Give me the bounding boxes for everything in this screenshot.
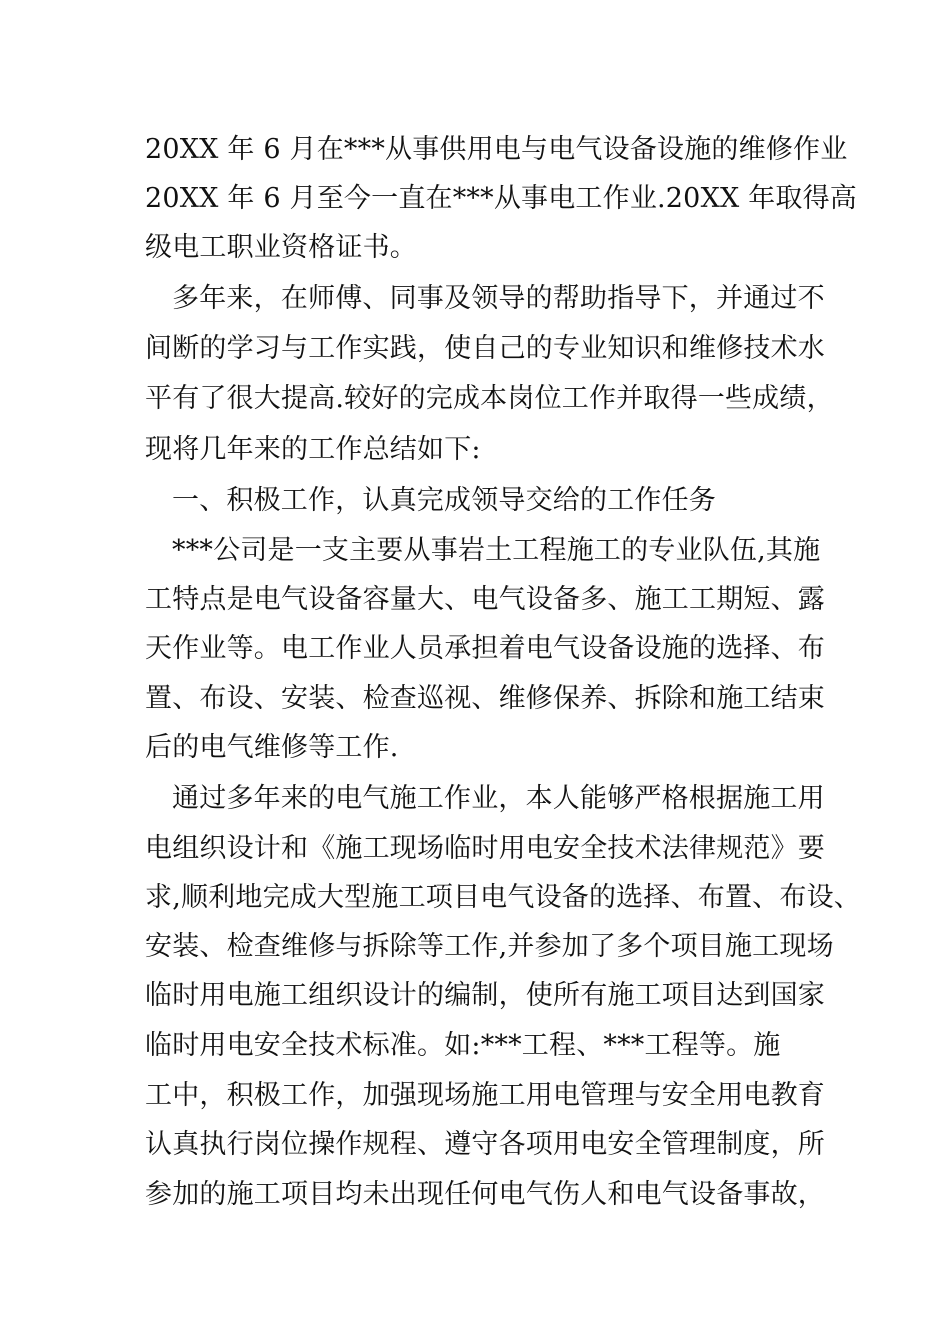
paragraph-2-line-2: 间断的学习与工作实践，使自己的专业知识和维修技术水 — [145, 333, 825, 364]
section-heading: 一、积极工作，认真完成领导交给的工作任务 — [172, 485, 716, 516]
paragraph-2-line-4: 现将几年来的工作总结如下: — [145, 434, 481, 465]
paragraph-4-line-4: 安装、检查维修与拆除等工作,并参加了多个项目施工现场 — [145, 931, 834, 962]
paragraph-3-line-2: 工特点是电气设备容量大、电气设备多、施工工期短、露 — [145, 584, 825, 615]
paragraph-2-line-1: 多年来，在师傅、同事及领导的帮助指导下，并通过不 — [172, 283, 825, 314]
paragraph-4-line-1: 通过多年来的电气施工作业，本人能够严格根据施工用 — [172, 783, 825, 814]
paragraph-2-line-3: 平有了很大提高.较好的完成本岗位工作并取得一些成绩， — [145, 383, 834, 414]
paragraph-4-line-5: 临时用电施工组织设计的编制，使所有施工项目达到国家 — [145, 980, 825, 1011]
paragraph-1-line-2: 20XX 年 6 月至今一直在***从事电工作业.20XX 年取得高 — [145, 183, 857, 214]
paragraph-1-line-1: 20XX 年 6 月在***从事供用电与电气设备设施的维修作业 — [145, 134, 848, 165]
paragraph-4-line-7: 工中，积极工作，加强现场施工用电管理与安全用电教育 — [145, 1080, 825, 1111]
paragraph-3-line-3: 天作业等。电工作业人员承担着电气设备设施的选择、布 — [145, 633, 825, 664]
paragraph-3-line-5: 后的电气维修等工作. — [145, 732, 399, 763]
paragraph-3-line-4: 置、布设、安装、检查巡视、维修保养、拆除和施工结束 — [145, 683, 825, 714]
paragraph-4-line-8: 认真执行岗位操作规程、遵守各项用电安全管理制度，所 — [145, 1129, 825, 1160]
paragraph-3-line-1: ***公司是一支主要从事岩土工程施工的专业队伍,其施 — [172, 535, 821, 566]
paragraph-4-line-2: 电组织设计和《施工现场临时用电安全技术法律规范》要 — [145, 833, 825, 864]
paragraph-4-line-6: 临时用电安全技术标准。如:***工程、***工程等。施 — [145, 1030, 781, 1061]
paragraph-1-line-3: 级电工职业资格证书。 — [145, 232, 417, 263]
paragraph-4-line-3: 求,顺利地完成大型施工项目电气设备的选择、布置、布设、 — [145, 882, 861, 913]
paragraph-4-line-9: 参加的施工项目均未出现任何电气伤人和电气设备事故， — [145, 1179, 825, 1210]
